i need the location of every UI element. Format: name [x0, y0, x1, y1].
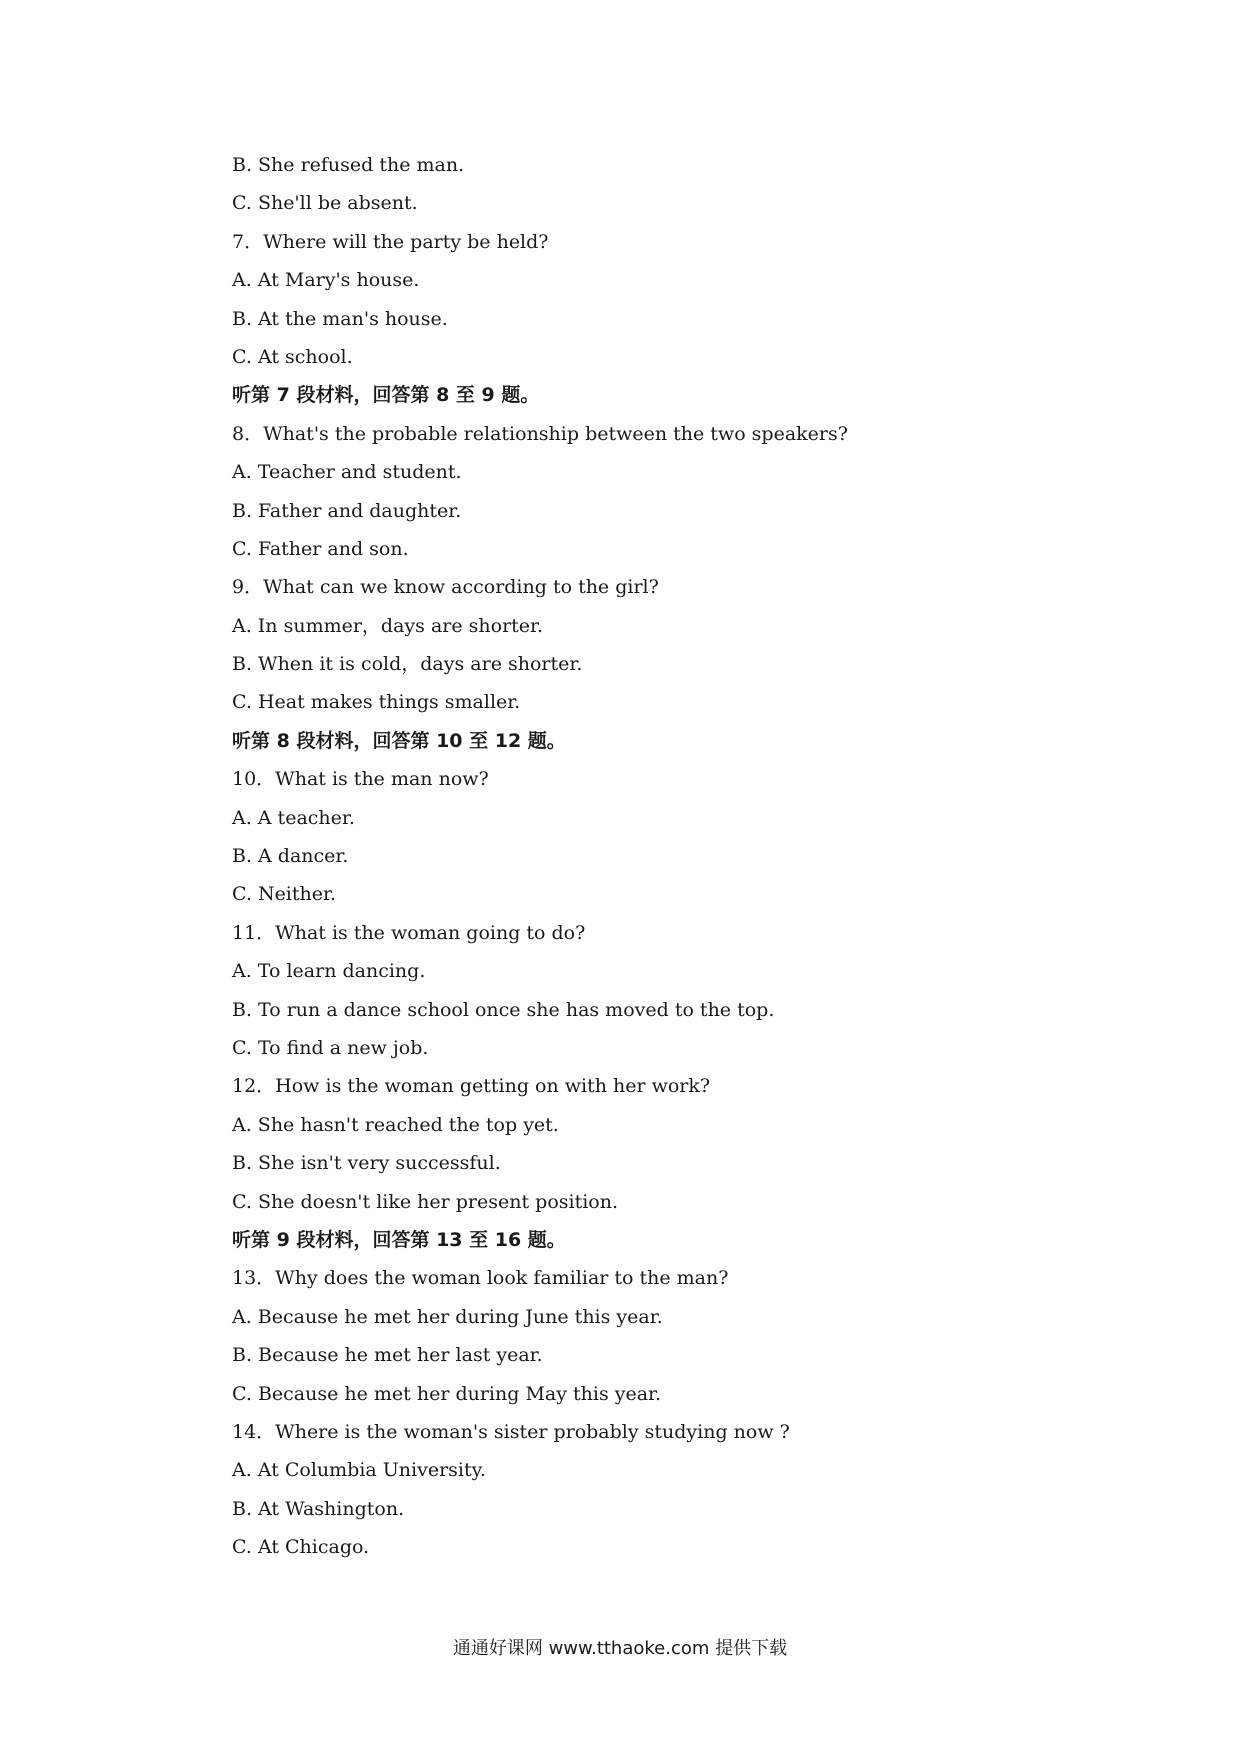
option-line: C. She doesn't like her present position.: [232, 1190, 619, 1213]
question-line: 9．What can we know according to the girl?: [232, 576, 659, 599]
section-heading: 听第 9 段材料，回答第 13 至 16 题。: [232, 1228, 566, 1251]
option-line: B. To run a dance school once she has moved to the top.: [232, 998, 775, 1021]
option-line: C. Heat makes things smaller.: [232, 691, 521, 714]
option-line: C. She'll be absent.: [232, 192, 418, 215]
option-line: A. Because he met her during June this year.: [232, 1305, 663, 1328]
option-line: C. Neither.: [232, 883, 337, 906]
option-line: C. At Chicago.: [232, 1536, 370, 1559]
option-line: C. To find a new job.: [232, 1036, 429, 1059]
option-line: C. Because he met her during May this year.: [232, 1382, 662, 1405]
option-line: A. At Columbia University.: [232, 1459, 486, 1482]
option-line: A. Teacher and student.: [232, 461, 462, 484]
option-line: B. At the man's house.: [232, 307, 448, 330]
option-line: A. To learn dancing.: [232, 960, 426, 983]
section-heading: 听第 8 段材料，回答第 10 至 12 题。: [232, 729, 566, 752]
question-line: 13．Why does the woman look familiar to the man?: [232, 1267, 729, 1290]
question-line: 14．Where is the woman's sister probably studying now ?: [232, 1420, 790, 1443]
question-line: 12．How is the woman getting on with her work?: [232, 1075, 711, 1098]
section-heading: 听第 7 段材料，回答第 8 至 9 题。: [232, 384, 540, 407]
option-line: A. A teacher.: [232, 806, 355, 829]
option-line: B. Because he met her last year.: [232, 1344, 543, 1367]
option-line: A. At Mary's house.: [232, 269, 420, 292]
question-line: 10．What is the man now?: [232, 768, 489, 791]
option-line: A. She hasn't reached the top yet.: [232, 1113, 559, 1136]
option-line: B. Father and daughter.: [232, 499, 462, 522]
option-line: B. She refused the man.: [232, 154, 465, 176]
option-line: A. In summer，days are shorter.: [232, 614, 544, 637]
question-line: 8．What's the probable relationship between the two speakers?: [232, 422, 848, 445]
option-line: C. Father and son.: [232, 537, 409, 560]
page-footer: 通通好课网 www.tthaoke.com 提供下载: [452, 1638, 788, 1659]
option-line: B. When it is cold，days are shorter.: [232, 653, 583, 676]
option-line: B. She isn't very successful.: [232, 1152, 501, 1175]
option-line: C. At school.: [232, 345, 353, 368]
exam-content: [232, 146, 1112, 1566]
question-line: 7．Where will the party be held?: [232, 230, 549, 253]
option-line: B. At Washington.: [232, 1497, 405, 1520]
question-line: 11．What is the woman going to do?: [232, 921, 586, 944]
option-line: B. A dancer.: [232, 845, 349, 868]
